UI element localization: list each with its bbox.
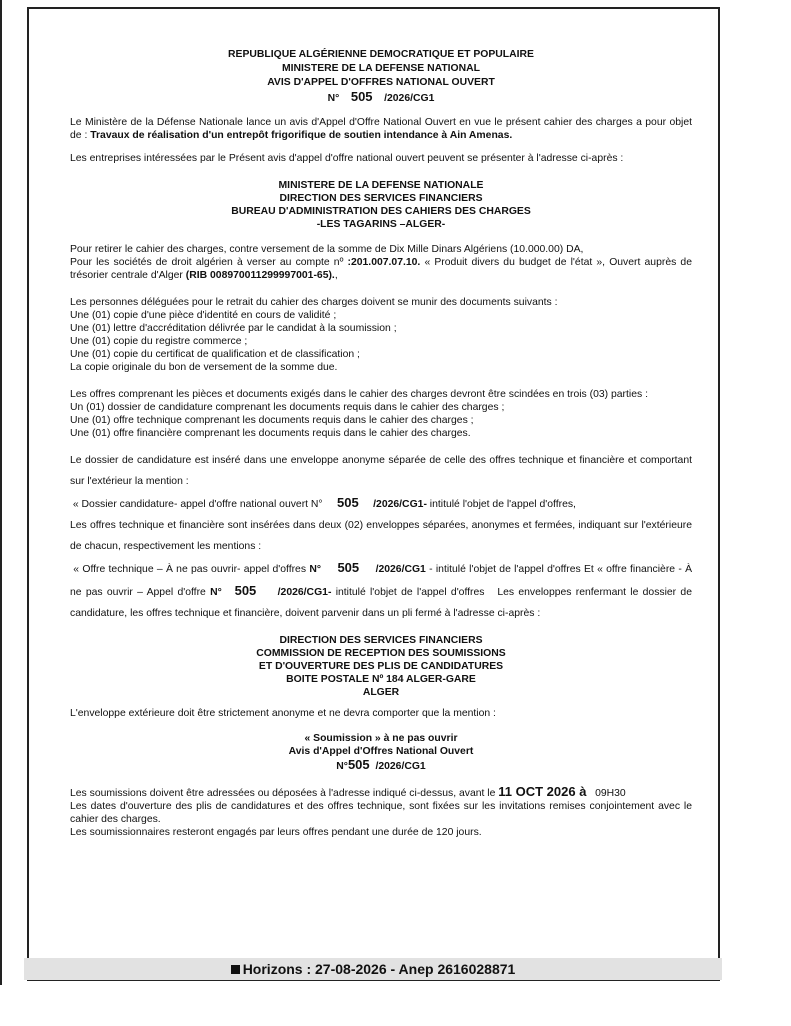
deadline-line: [70, 785, 692, 800]
mention2-text-c: intitulé l'objet de l'appel d'offres: [335, 587, 485, 598]
contact-paragraph: Les entreprises intéressées par le Présent avis d'appel d'offre national ouvert peuvent se présenter à l'adresse ci-après :: [70, 153, 624, 164]
left-border-line: [0, 0, 2, 985]
offres-list: [70, 401, 692, 440]
rib-number: (RIB 008970011299997001-65).: [185, 270, 335, 281]
mention-candidature: « Dossier candidature- appel d'offre national ouvert N° 505 /2026/CG1- intitulé l'objet de l'appel d'offres,: [72, 495, 576, 510]
mention-intro: L'enveloppe extérieure doit être strictement anonyme et ne devra comporter que la mention :: [70, 708, 496, 719]
intro-text: Le Ministère de la Défense Nationale lance un avis d'Appel d'Offre National Ouvert en vue le présent cahier des charges a pour objet de :: [70, 117, 692, 141]
mention-line2: Avis d'Appel d'Offres National Ouvert: [288, 746, 474, 757]
number-suffix: /2026/CG1: [375, 761, 426, 772]
retrait-text-e: ,: [334, 270, 338, 281]
address2-line2: COMMISSION DE RECEPTION DES SOUMISSIONS: [256, 648, 506, 659]
outer-envelope-mention: [70, 732, 692, 773]
list-item: Une (01) offre technique comprenant les documents requis dans le cahier des charges ;: [70, 415, 474, 426]
header-title: AVIS D'APPEL D'OFFRES NATIONAL OUVERT: [267, 77, 495, 88]
list-item: Une (01) copie du certificat de qualification et de classification ;: [70, 349, 360, 360]
address1-line2: DIRECTION DES SERVICES FINANCIERS: [279, 193, 483, 204]
enveloppes-section: [70, 450, 692, 624]
list-item: Une (01) copie d'une pièce d'identité en cours de validité ;: [70, 310, 337, 321]
mention-line1: « Soumission » à ne pas ouvrir: [304, 733, 458, 744]
list-item: Un (01) dossier de candidature comprenant les documents requis dans le cahier des charges ;: [70, 402, 505, 413]
enveloppes-p2: Les offres technique et financière sont insérées dans deux (02) enveloppes séparées, anonymes et fermées, indiquant sur l'extérieure de chacun, respectivement les mentions :: [70, 520, 692, 552]
retrait-text-a: Pour les sociétés de droit algérien à verser au compte nº: [70, 257, 348, 268]
mention2-text-d: Les enveloppes renfermant le dossier de candidature, les offres technique et financière, doivent parvenir dans un pli fermé à l'adresse ci-après :: [70, 587, 692, 619]
mention2-text: « Offre technique – À ne pas ouvrir- appel d'offres: [73, 564, 307, 575]
mention2-text-b: intitulé l'objet de l'appel d'offres Et « offre financière - À ne pas ouvrir – Appel d'offre: [70, 564, 693, 598]
number-suffix: /2026/CG1: [373, 499, 424, 510]
address1-line4: -LES TAGARINS –ALGER-: [316, 219, 446, 230]
retrait-line2: [70, 256, 692, 282]
publication-footer: [24, 958, 722, 980]
mention1-text: « Dossier candidature- appel d'offre national ouvert N°: [72, 499, 323, 510]
deadline-time: 09H30: [595, 788, 626, 799]
tender-number: 505: [234, 583, 257, 598]
number-suffix: /2026/CG1: [384, 93, 435, 104]
list-item: Une (01) lettre d'accréditation délivrée par le candidat à la soumission ;: [70, 323, 397, 334]
mention-number: [70, 758, 692, 773]
account-number: :201.007.07.10.: [347, 257, 421, 268]
address1-line3: BUREAU D'ADMINISTRATION DES CAHIERS DES CHARGES: [231, 206, 531, 217]
number-suffix: /2026/CG1: [277, 587, 328, 598]
intro-paragraph: [70, 116, 692, 142]
header-number: [70, 90, 692, 106]
notice-header: [70, 48, 692, 106]
tender-number: 505: [350, 89, 373, 104]
address-commission: [70, 634, 692, 699]
address2-line3: ET D'OUVERTURE DES PLIS DE CANDIDATURES: [258, 661, 504, 672]
documents-list: [70, 309, 692, 374]
number-prefix: N°: [309, 564, 322, 575]
list-item: La copie originale du bon de versement de la somme due.: [70, 362, 338, 373]
header-ministry: MINISTERE DE LA DEFENSE NATIONAL: [281, 63, 480, 74]
opening-dates-line: Les dates d'ouverture des plis de candidatures et des offres technique, sont fixées sur les invitations remises conjointement avec le cahier des charges.: [70, 801, 692, 825]
documents-intro: Les personnes déléguées pour le retrait du cahier des charges doivent se munir des documents suivants :: [70, 297, 558, 308]
retrait-line1: Pour retirer le cahier des charges, contre versement de la somme de Dix Mille Dinars Algériens (10.000.00) DA,: [70, 244, 584, 255]
number-prefix: N°: [210, 587, 222, 598]
footer-text: Horizons : 27-08-2026 - Anep 2616028871: [242, 961, 516, 977]
address2-line5: ALGER: [362, 687, 400, 698]
list-item: Une (01) offre financière comprenant les documents requis dans le cahier des charges.: [70, 428, 471, 439]
deadline-text: Les soumissions doivent être adressées ou déposées à l'adresse indiqué ci-dessus, avant le: [70, 788, 499, 799]
tender-number: 505: [347, 757, 370, 772]
number-prefix: N°: [327, 93, 340, 104]
address-ministry: [70, 179, 692, 231]
address2-line1: DIRECTION DES SERVICES FINANCIERS: [279, 635, 483, 646]
offres-intro: Les offres comprenant les pièces et documents exigés dans le cahier des charges devront être scindées en trois (03) parties :: [70, 389, 648, 400]
notice-content: [70, 48, 692, 839]
tender-number: 505: [337, 560, 360, 575]
retrait-text-c: « Produit divers du budget de l'état », Ouvert auprès de trésorier centrale d'Alger: [70, 257, 692, 281]
validity-line: Les soumissionnaires resteront engagés par leurs offres pendant une durée de 120 jours.: [70, 827, 482, 838]
number-prefix: N°: [336, 761, 348, 772]
address2-line4: BOITE POSTALE Nº 184 ALGER-GARE: [286, 674, 476, 685]
square-bullet-icon: [231, 965, 240, 974]
tender-number: 505: [337, 495, 359, 510]
tender-object: Travaux de réalisation d'un entrepôt frigorifique de soutien intendance à Ain Amenas.: [90, 130, 513, 141]
address1-line1: MINISTERE DE LA DEFENSE NATIONALE: [278, 180, 484, 191]
mention-technique-financiere: « Offre technique – À ne pas ouvrir- appel d'offres N° 505 /2026/CG1 - intitulé l'objet de l'appel d'offres Et « offre financière - À ne pas ouvrir – Appel d'offre N° 505 /2026/CG1- intitulé l'objet de l'appel d'offres Les enveloppes renfermant le dossier de candidature, les offres technique et financière, doivent parvenir dans un pli fermé à l'adresse ci-après :: [70, 560, 693, 619]
list-item: Une (01) copie du registre commerce ;: [70, 336, 248, 347]
number-suffix: /2026/CG1: [375, 564, 426, 575]
enveloppes-p1: Le dossier de candidature est inséré dans une enveloppe anonyme séparée de celle des offres technique et financière et comportant sur l'extérieur la mention :: [70, 455, 692, 487]
deadline-date: 11 OCT 2026 à: [498, 784, 587, 799]
mention1-object: intitulé l'objet de l'appel d'offres,: [429, 499, 576, 510]
header-republic: REPUBLIQUE ALGÉRIENNE DEMOCRATIQUE ET POPULAIRE: [228, 49, 534, 60]
